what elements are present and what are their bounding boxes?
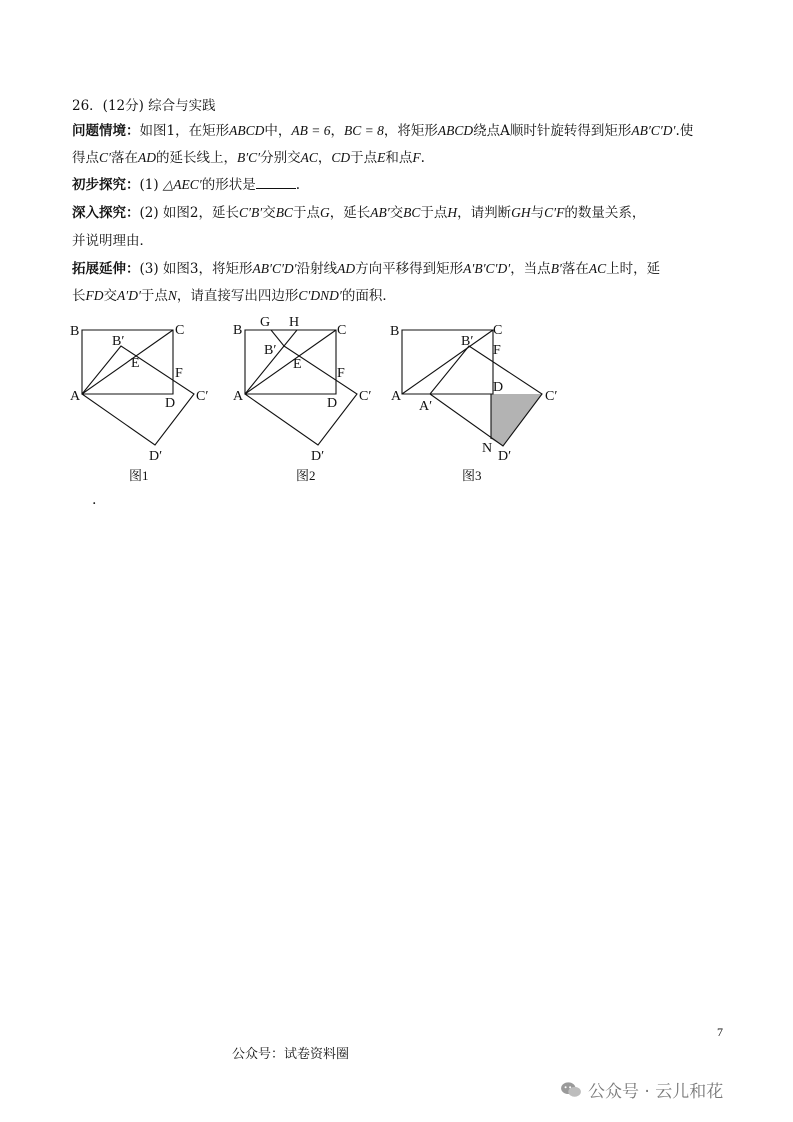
extension-line2 — [72, 286, 396, 306]
math: ABCD — [229, 123, 265, 138]
text: 分别交 — [260, 150, 301, 166]
deep-exploration-label: 深入探究： — [72, 205, 140, 221]
label-c: C — [175, 323, 185, 338]
extension-label: 拓展延伸： — [72, 261, 140, 277]
math: AD — [137, 150, 156, 165]
deep-exploration-line1 — [72, 203, 645, 223]
label-d-prime: D′ — [149, 449, 163, 464]
text: (1) — [139, 177, 159, 193]
text: . — [295, 177, 301, 193]
math: AB = 6 — [291, 123, 331, 138]
text: 如图1，在矩形 — [139, 123, 230, 139]
text: 的数量关系， — [564, 205, 646, 221]
diagonal-ac — [402, 330, 493, 394]
math: AB′C′D′ — [252, 261, 297, 276]
math: A′D′ — [117, 288, 141, 303]
diagonal-ac — [245, 330, 336, 394]
label-c-prime: C′ — [359, 389, 372, 404]
label-h: H — [289, 315, 300, 330]
math: A′B′C′D′ — [463, 261, 511, 276]
text: 于点 — [420, 205, 448, 221]
label-c: C — [337, 323, 347, 338]
footer-text: 公众号：试卷资料圈 — [232, 1047, 350, 1062]
label-f: F — [175, 366, 183, 381]
wechat-icon — [560, 1081, 582, 1099]
segment-b-prime-h — [284, 330, 297, 346]
label-d: D — [493, 380, 504, 395]
text: (3) 如图3，将矩形 — [139, 261, 253, 277]
problem-situation-line2 — [72, 148, 425, 168]
text: ， — [330, 123, 344, 139]
math: C′B′ — [239, 205, 263, 220]
label-d-prime: D′ — [498, 449, 512, 464]
figure-3-caption: 图3 — [462, 468, 482, 483]
answer-blank — [256, 176, 296, 189]
label-c: C — [493, 323, 503, 338]
shaded-quadrilateral-c-prime-d-n-d-prime — [491, 394, 542, 446]
math: BC — [403, 205, 421, 220]
math: FD — [85, 288, 104, 303]
math: AB′C′D′ — [631, 123, 676, 138]
text: 的延长线上， — [155, 150, 237, 166]
text: (2) 如图2，延长 — [139, 205, 240, 221]
text: 绕点A顺时针旋转得到矩形 — [473, 123, 632, 139]
text: ，将矩形 — [383, 123, 438, 139]
label-a-prime: A′ — [419, 399, 433, 414]
figure-1-caption: 图1 — [129, 468, 149, 483]
text: 得点 — [72, 150, 99, 166]
figure-1 — [65, 315, 225, 465]
math: G — [319, 205, 330, 220]
text: 上时，延 — [606, 261, 661, 277]
text: 于点 — [140, 288, 168, 304]
text: ，当点 — [510, 261, 551, 277]
label-f: F — [493, 343, 501, 358]
text: 沿射线 — [296, 261, 338, 277]
text: 于点 — [350, 150, 378, 166]
diagonal-ac — [82, 330, 173, 394]
label-e: E — [293, 357, 302, 372]
math: CD — [331, 150, 351, 165]
initial-exploration-line — [72, 175, 300, 195]
text: 落在 — [110, 150, 138, 166]
label-c-prime: C′ — [545, 389, 558, 404]
text: ，延长 — [329, 205, 371, 221]
label-b: B — [233, 323, 243, 338]
text: ，请判断 — [457, 205, 512, 221]
text: .使 — [675, 123, 694, 139]
label-d: D — [327, 396, 338, 411]
text: 于点 — [292, 205, 320, 221]
label-b-prime: B′ — [112, 334, 125, 349]
text: 落在 — [561, 261, 589, 277]
label-b-prime: B′ — [461, 334, 474, 349]
label-d: D — [165, 396, 176, 411]
math: B′C′ — [236, 150, 261, 165]
text: . — [420, 150, 425, 166]
text: ，请直接写出四边形 — [176, 288, 299, 304]
figure-2-caption: 图2 — [296, 468, 316, 483]
math: AC — [300, 150, 318, 165]
label-f: F — [337, 366, 345, 381]
math: △AEC′ — [162, 177, 202, 192]
problem-situation-label: 问题情境： — [72, 123, 140, 139]
text: 的面积． — [341, 288, 396, 304]
text: 交 — [262, 205, 276, 221]
stray-dot: . — [92, 492, 97, 508]
label-a: A — [233, 389, 244, 404]
label-b: B — [70, 324, 80, 339]
math: C′DND′ — [298, 288, 342, 303]
text: 交 — [389, 205, 404, 221]
math: F — [412, 150, 421, 165]
label-n: N — [482, 441, 493, 456]
math: C′F — [544, 205, 565, 220]
watermark-text: 公众号 · 云儿和花 — [588, 1082, 724, 1102]
math: C′ — [99, 150, 111, 165]
label-b-prime: B′ — [264, 343, 277, 358]
initial-exploration-label: 初步探究： — [72, 177, 140, 193]
watermark — [560, 1077, 723, 1102]
math: BC — [275, 205, 293, 220]
math: H — [447, 205, 458, 220]
math: AC — [588, 261, 607, 276]
problem-situation-line1 — [72, 121, 693, 141]
text: 中， — [264, 123, 292, 139]
text: 的形状是 — [201, 177, 256, 193]
text: 长 — [72, 288, 86, 304]
label-c-prime: C′ — [196, 389, 209, 404]
page-number: 7 — [717, 1025, 723, 1039]
text: 交 — [103, 288, 117, 304]
question-heading: 26．(12分) 综合与实践 — [72, 98, 216, 114]
math: N — [167, 288, 177, 303]
math: E — [377, 150, 386, 165]
text: 方向平移得到矩形 — [355, 261, 464, 277]
math: AB′ — [370, 205, 390, 220]
figure-2 — [225, 310, 385, 465]
label-g: G — [260, 315, 271, 330]
text: 和点 — [385, 150, 413, 166]
label-b: B — [390, 324, 400, 339]
math: GH — [511, 205, 531, 220]
figure-3 — [385, 315, 585, 465]
math: BC = 8 — [343, 123, 384, 138]
label-e: E — [131, 356, 140, 371]
math: AD — [337, 261, 356, 276]
label-a: A — [391, 389, 402, 404]
text: ， — [317, 150, 332, 166]
math: ABCD — [437, 123, 474, 138]
extension-line1 — [72, 259, 660, 279]
deep-exploration-line2: 并说明理由． — [72, 233, 153, 249]
text: 与 — [530, 205, 545, 221]
label-d-prime: D′ — [311, 449, 325, 464]
label-a: A — [70, 389, 81, 404]
math: B′ — [550, 261, 562, 276]
